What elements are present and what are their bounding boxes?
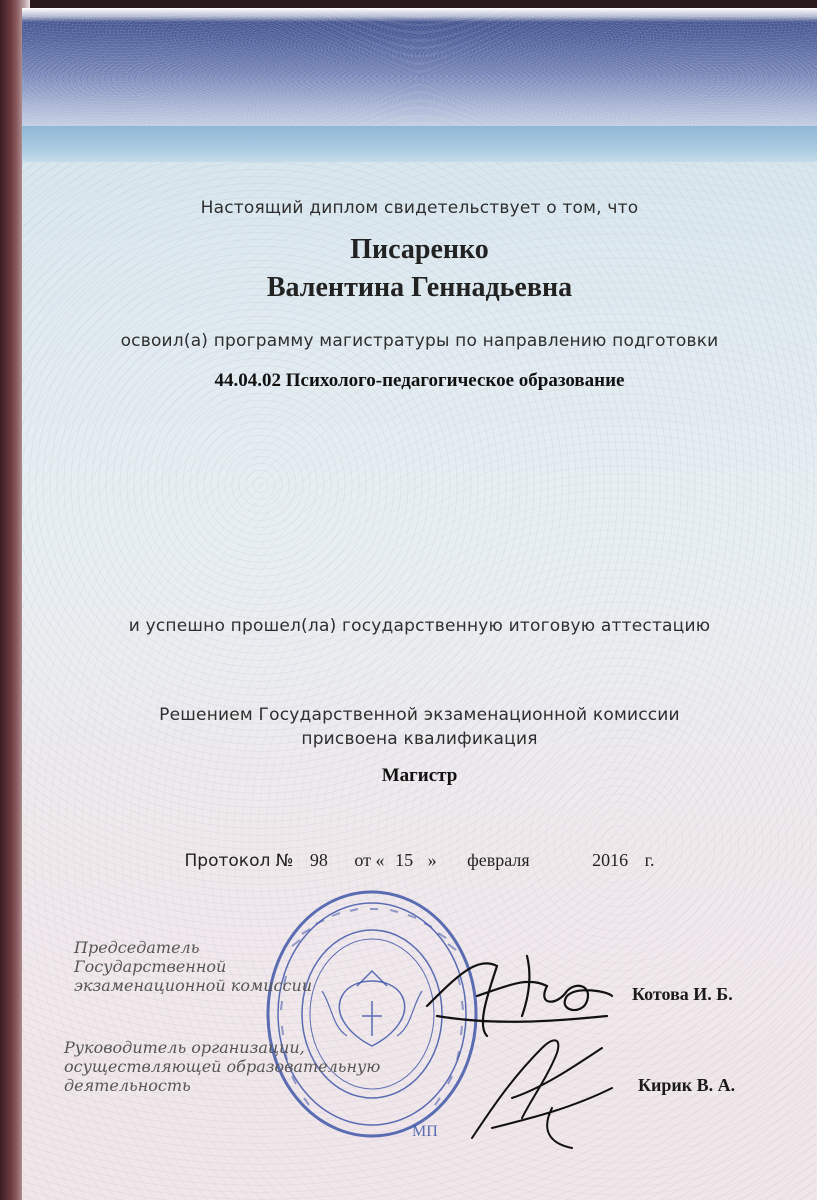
chair-title-line-3: экзаменационной комиссии	[74, 976, 313, 995]
page-top-edge	[22, 8, 817, 22]
head-title	[64, 1038, 424, 1095]
attestation-text: и успешно прошел(ла) государственную итоговую аттестацию	[128, 616, 711, 636]
specialty: 44.04.02 Психолого-педагогическое образование	[214, 370, 625, 391]
diploma-page	[22, 8, 817, 1200]
chair-title-line-2: Государственной	[74, 957, 227, 976]
head-title-line-3: деятельность	[64, 1076, 191, 1095]
protocol-year: 2016	[592, 850, 629, 870]
program-text: освоил(а) программу магистратуры по направлению подготовки	[120, 331, 719, 351]
graduate-surname: Писаренко	[350, 234, 489, 265]
stamp-mp-text: МП	[412, 1123, 438, 1140]
chair-name: Котова И. Б.	[632, 984, 733, 1004]
chair-title	[74, 938, 374, 995]
protocol-year-suffix: г.	[644, 850, 655, 870]
band-pattern	[22, 8, 817, 126]
protocol-label: Протокол №	[184, 851, 294, 871]
protocol-number: 98	[309, 850, 328, 870]
head-name: Кирик В. А.	[638, 1075, 736, 1095]
qualification: Магистр	[381, 765, 458, 786]
protocol-day: 15	[395, 850, 414, 870]
chair-title-line-1: Председатель	[74, 938, 200, 957]
protocol-day-close: »	[427, 850, 437, 870]
decision-line-1: Решением Государственной экзаменационной комиссии	[159, 705, 680, 725]
decision-line-2: присвоена квалификация	[301, 729, 538, 749]
protocol-from-label: от «	[354, 850, 385, 870]
light-stripe	[22, 126, 817, 162]
graduate-given-name: Валентина Геннадьевна	[266, 272, 573, 303]
head-title-line-1: Руководитель организации,	[64, 1038, 305, 1057]
protocol-line	[22, 850, 817, 871]
intro-text: Настоящий диплом свидетельствует о том, что	[200, 198, 639, 218]
head-title-line-2: осуществляющей образовательную	[64, 1057, 381, 1076]
head-signature	[452, 1008, 632, 1158]
protocol-month: февраля	[467, 850, 530, 870]
